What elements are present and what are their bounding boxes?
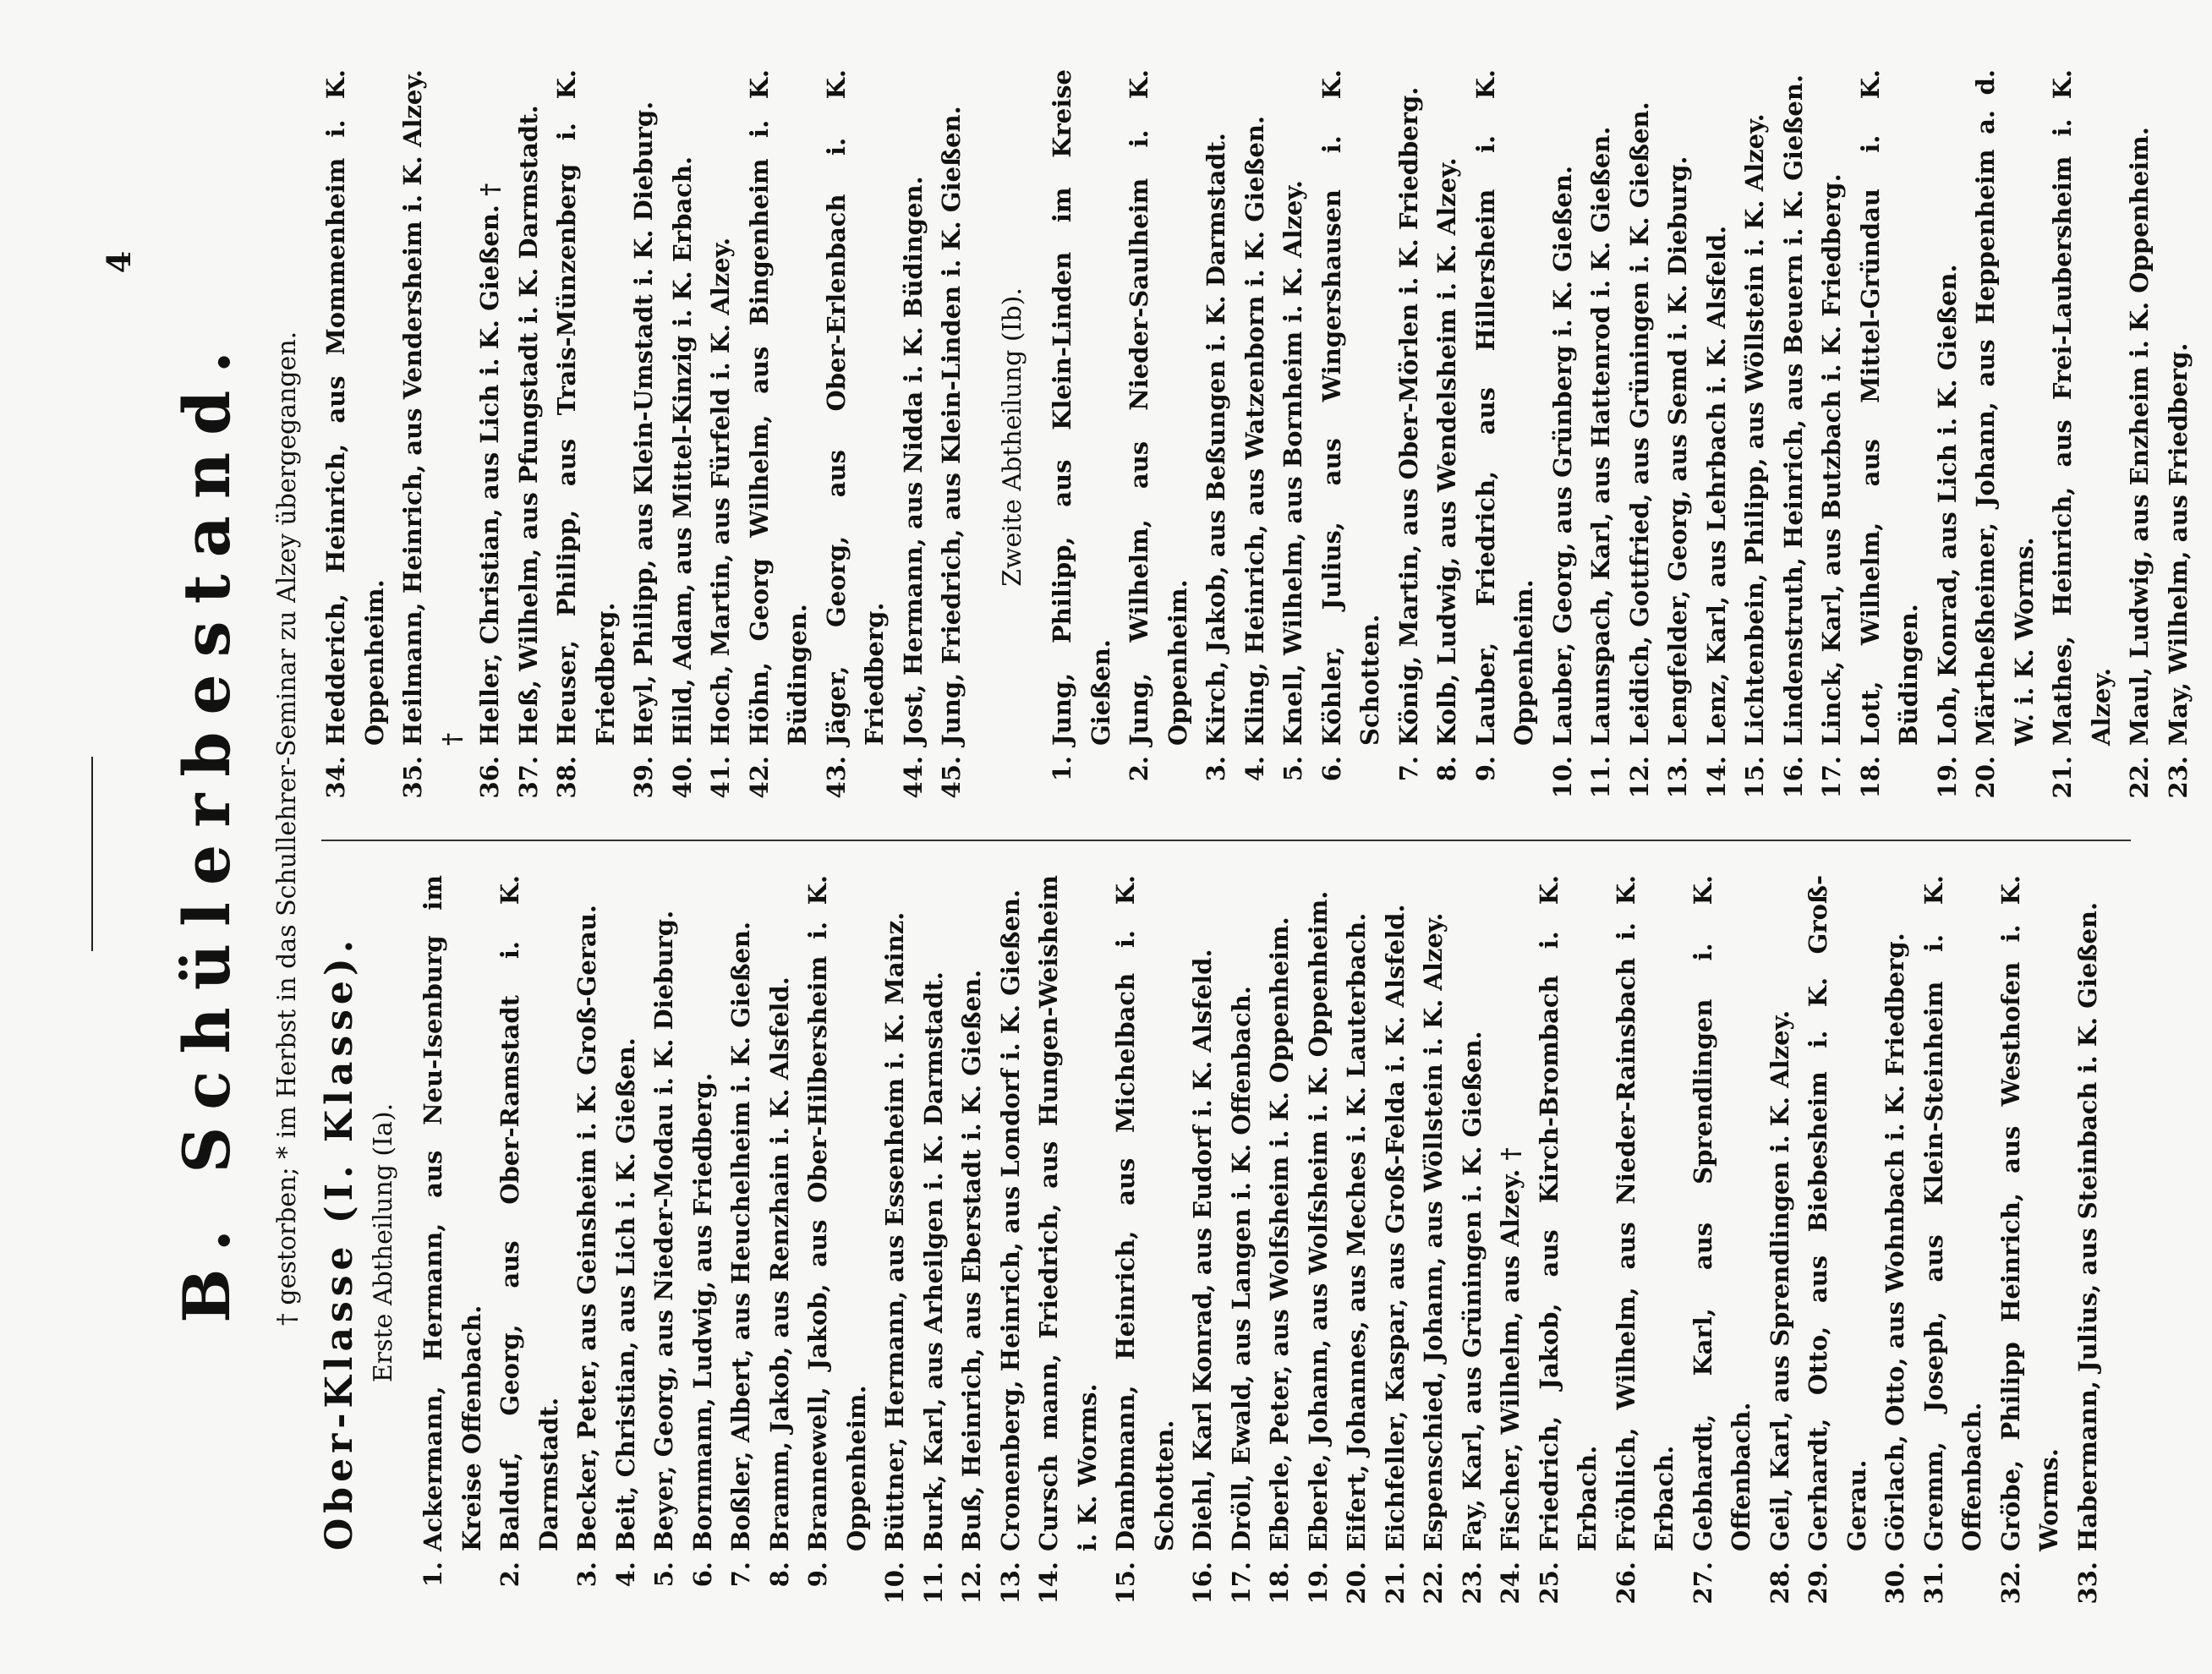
page-heading: B. Schülerbestand. xyxy=(169,334,244,1323)
student-list-ia xyxy=(414,875,2107,1611)
student-entry xyxy=(471,69,510,805)
entry-text: Höhn, Georg Wilhelm, aus Bingenheim i. K. Büdingen. xyxy=(744,69,812,746)
entry-text: Balduf, Georg, aus Ober-Ramstadt i. K. Darmstadt. xyxy=(496,875,563,1551)
entry-number: 30. xyxy=(1881,1562,1909,1605)
entry-text: Gebhardt, Karl, aus Sprendlingen i. K. Offenbach. xyxy=(1688,875,1755,1551)
entry-text: Heilmann, Heinrich, aus Vendersheim i. K. Alzey. † xyxy=(398,69,466,746)
student-entry xyxy=(1428,69,1467,805)
student-entry xyxy=(702,69,741,805)
student-entry xyxy=(1736,69,1775,805)
entry-text: Buß, Heinrich, aus Eberstadt i. K. Gießen. xyxy=(957,969,986,1551)
entry-number: 5. xyxy=(1278,756,1307,782)
subdivision-title: Erste Abtheilung (Ia). xyxy=(368,1102,398,1383)
student-entry xyxy=(2160,69,2198,805)
student-entry xyxy=(1929,69,1968,805)
student-entry xyxy=(761,875,800,1611)
student-entry xyxy=(1313,69,1390,805)
student-entry xyxy=(1223,875,1262,1611)
entry-number: 8. xyxy=(764,1562,794,1588)
entry-text: Burk, Karl, aus Arheilgen i. K. Darmstadt. xyxy=(918,971,948,1551)
student-entry xyxy=(1184,875,1223,1611)
student-entry xyxy=(1043,69,1120,805)
student-entry xyxy=(664,69,703,805)
student-entry xyxy=(895,69,934,805)
student-entry xyxy=(607,875,646,1611)
entry-text: Jung, Wilhelm, aus Nieder-Saulheim i. K. Oppenheim. xyxy=(1125,69,1192,746)
entry-text: Maul, Ludwig, aus Enzheim i. K. Oppenheim. xyxy=(2125,127,2154,746)
student-entry xyxy=(915,875,954,1611)
entry-text: Geil, Karl, aus Sprendlingen i. K. Alzey. xyxy=(1765,1009,1794,1551)
student-entry xyxy=(933,69,972,805)
student-entry xyxy=(414,875,491,1611)
student-entry xyxy=(1775,69,1814,805)
page-number-rule xyxy=(91,757,93,951)
entry-number: 12. xyxy=(1624,756,1654,799)
student-entry xyxy=(1338,875,1377,1611)
entry-text: Cursch mann, Friedrich, aus Hungen-Weisheim i. K. Worms. xyxy=(1034,875,1102,1551)
entry-text: Lauber, Georg, aus Grünberg i. K. Gießen. xyxy=(1547,165,1577,746)
column-divider xyxy=(321,840,2131,841)
entry-text: Knell, Wilhelm, aus Bornheim i. K. Alzey. xyxy=(1278,180,1307,746)
entry-text: Büttner, Hermann, aus Essenheim i. K. Mainz. xyxy=(880,911,909,1551)
student-entry xyxy=(684,875,723,1611)
student-entry xyxy=(1852,69,1929,805)
entry-text: Ackermann, Hermann, aus Neu-Isenburg im Kreise Offenbach. xyxy=(419,875,486,1551)
entry-text: Lindenstruth, Heinrich, aus Beuern i. K. Gießen. xyxy=(1778,74,1808,746)
student-entry xyxy=(1967,69,2044,805)
entry-number: 33. xyxy=(2072,1562,2102,1605)
student-entry xyxy=(548,69,625,805)
entry-number: 14. xyxy=(1034,1562,1063,1605)
entry-number: 40. xyxy=(667,756,697,799)
student-entry xyxy=(1467,69,1544,805)
student-entry xyxy=(1876,875,1915,1611)
entry-text: Jung, Philipp, aus Klein-Linden im Kreise Gießen. xyxy=(1048,69,1115,746)
student-entry xyxy=(1107,875,1184,1611)
student-entry xyxy=(317,69,394,805)
entry-text: Eichfeller, Kaspar, aus Groß-Felda i. K. Alsfeld. xyxy=(1380,904,1410,1551)
entry-number: 37. xyxy=(513,756,543,799)
student-entry xyxy=(645,875,684,1611)
student-entry xyxy=(394,69,471,805)
entry-text: Köhler, Julius, aus Wingershausen i. K. Schotten. xyxy=(1317,69,1384,746)
entry-text: Habermann, Julius, aus Steinbach i. K. Gießen. xyxy=(2072,901,2102,1551)
student-entry xyxy=(1607,875,1684,1611)
student-entry xyxy=(568,875,607,1611)
entry-text: Fay, Karl, aus Grüningen i. K. Gießen. xyxy=(1457,1031,1487,1551)
entry-number: 20. xyxy=(1971,756,2000,799)
entry-number: 41. xyxy=(706,756,735,799)
entry-number: 34. xyxy=(321,756,350,799)
entry-number: 32. xyxy=(1996,1562,2025,1605)
student-entry xyxy=(1799,875,1876,1611)
page-number: 4 xyxy=(100,250,138,274)
entry-number: 19. xyxy=(1303,1562,1333,1605)
entry-text: Cronenberg, Heinrich, aus Londorf i. K. Gießen. xyxy=(995,889,1025,1551)
entry-number: 14. xyxy=(1701,756,1731,799)
entry-text: Gremm, Joseph, aus Klein-Steinheim i. K. Offenbach. xyxy=(1919,875,1986,1551)
entry-text: Lengfelder, Georg, aus Semd i. K. Dieburg. xyxy=(1663,156,1692,746)
student-entry xyxy=(1030,875,1107,1611)
entry-text: Lichtenbein, Philipp, aus Wöllstein i. K. Alzey. xyxy=(1740,113,1769,746)
entry-text: Diehl, Karl Konrad, aus Eudorf i. K. Alsfeld. xyxy=(1188,949,1217,1551)
entry-number: 2. xyxy=(496,1562,524,1588)
entry-text: Lauber, Friedrich, aus Hillersheim i. K. Oppenheim. xyxy=(1470,69,1538,746)
entry-text: Brannewell, Jakob, aus Ober-Hilbersheim i. K. Oppenheim. xyxy=(803,875,871,1551)
entry-number: 4. xyxy=(610,1562,640,1588)
student-entry xyxy=(1197,69,1236,805)
entry-text: Friedrich, Jakob, aus Kirch-Brombach i. K. Erbach. xyxy=(1534,875,1602,1551)
entry-number: 43. xyxy=(821,756,851,799)
student-entry xyxy=(1684,875,1761,1611)
entry-text: Kolb, Ludwig, aus Wendelsheim i. K. Alzey. xyxy=(1432,157,1461,746)
student-entry xyxy=(1274,69,1313,805)
student-entry xyxy=(1813,69,1852,805)
entry-text: Jäger, Georg, aus Ober-Erlenbach i. K. Friedberg. xyxy=(821,69,889,746)
entry-number: 9. xyxy=(803,1562,832,1588)
student-entry xyxy=(876,875,915,1611)
entry-number: 28. xyxy=(1765,1562,1794,1605)
entry-number: 25. xyxy=(1534,1562,1563,1605)
entry-number: 2. xyxy=(1125,756,1153,782)
subdivision-title: Zweite Abtheilung (Ib). xyxy=(997,287,1027,587)
student-entry xyxy=(1300,875,1339,1611)
entry-text: Fischer, Wilhelm, aus Alzey. † xyxy=(1496,1147,1525,1551)
entry-text: Beyer, Georg, aus Nieder-Modau i. K. Dieburg. xyxy=(649,910,678,1551)
entry-number: 17. xyxy=(1226,1562,1256,1605)
entry-text: Launspach, Karl, aus Hattenrod i. K. Gießen. xyxy=(1586,126,1615,746)
entry-number: 27. xyxy=(1688,1562,1717,1605)
student-entry xyxy=(1120,69,1197,805)
student-entry xyxy=(1761,875,1800,1611)
student-entry xyxy=(1915,875,1992,1611)
entry-text: Heyl, Philipp, aus Klein-Umstadt i. K. Dieburg. xyxy=(629,101,658,746)
section-title: Ober-Klasse (I. Klasse). xyxy=(318,934,361,1551)
entry-text: Mathes, Heinrich, aus Frei-Laubersheim i. K. Alzey. xyxy=(2048,69,2116,746)
entry-text: Dambmann, Heinrich, aus Michelbach i. K. Schotten. xyxy=(1111,875,1179,1551)
entry-number: 10. xyxy=(1547,756,1577,799)
entry-number: 22. xyxy=(1419,1562,1448,1605)
entry-number: 3. xyxy=(572,1562,601,1588)
entry-number: 11. xyxy=(1586,756,1615,799)
entry-text: Kling, Heinrich, aus Watzenborn i. K. Gießen. xyxy=(1240,115,1269,746)
student-entry xyxy=(953,875,992,1611)
student-entry xyxy=(1454,875,1492,1611)
entry-number: 13. xyxy=(1663,756,1692,799)
entry-number: 17. xyxy=(1817,756,1846,799)
student-entry xyxy=(1377,875,1415,1611)
entry-text: Gröbe, Philipp Heinrich, aus Westhofen i. K. Worms. xyxy=(1996,875,2063,1551)
entry-text: Bornmann, Ludwig, aus Friedberg. xyxy=(687,1072,717,1551)
entry-number: 19. xyxy=(1932,756,1962,799)
entry-text: Eberle, Peter, aus Wolfsheim i. K. Oppenheim. xyxy=(1265,916,1294,1551)
entry-text: Beit, Christian, aus Lich i. K. Gießen. xyxy=(610,1037,640,1551)
entry-text: Becker, Peter, aus Geinsheim i. K. Groß-Gerau. xyxy=(572,904,601,1551)
entry-text: Loh, Konrad, aus Lich i. K. Gießen. xyxy=(1932,264,1962,746)
entry-text: Linck, Karl, aus Butzbach i. K. Friedberg. xyxy=(1817,173,1846,746)
entry-number: 10. xyxy=(880,1562,909,1605)
entry-text: Boßler, Albert, aus Heuchelheim i. K. Gießen. xyxy=(726,921,755,1551)
entry-text: Heller, Christian, aus Lich i. K. Gießen. † xyxy=(475,183,504,746)
legend-note: † gestorben; * im Herbst in das Schullehrer-Seminar zu Alzey übergegangen. xyxy=(272,331,302,1327)
entry-text: Hedderich, Heinrich, aus Mommenheim i. K. Oppenheim. xyxy=(321,69,389,746)
entry-text: Heß, Wilhelm, aus Pfungstadt i. K. Darmstadt. xyxy=(513,105,543,746)
student-entry xyxy=(818,69,895,805)
entry-number: 5. xyxy=(649,1562,678,1588)
entry-text: Eberle, Johann, aus Wolfsheim i. K. Oppenheim. xyxy=(1303,890,1333,1551)
entry-number: 38. xyxy=(552,756,581,799)
entry-text: König, Martin, aus Ober-Mörlen i. K. Friedberg. xyxy=(1393,86,1423,746)
entry-text: Kirch, Jakob, aus Beßungen i. K. Darmstadt. xyxy=(1202,132,1230,746)
entry-number: 21. xyxy=(2048,756,2077,799)
entry-text: Dröll, Ewald, aus Langen i. K. Offenbach. xyxy=(1226,986,1256,1551)
student-entry xyxy=(1261,875,1300,1611)
entry-text: Eifert, Johannes, aus Meches i. K. Lauterbach. xyxy=(1342,912,1371,1551)
entry-text: Jost, Hermann, aus Nidda i. K. Büdingen. xyxy=(898,176,928,746)
right-column xyxy=(317,69,2198,805)
entry-number: 22. xyxy=(2125,756,2154,799)
entry-number: 15. xyxy=(1111,1562,1140,1605)
entry-text: Lenz, Karl, aus Lehrbach i. K. Alsfeld. xyxy=(1701,225,1731,746)
student-entry xyxy=(1492,875,1530,1611)
student-list-ib xyxy=(1043,69,2198,805)
entry-number: 16. xyxy=(1778,756,1808,799)
entry-number: 35. xyxy=(398,756,427,799)
student-entry xyxy=(741,69,818,805)
entry-number: 45. xyxy=(937,756,966,799)
entry-number: 20. xyxy=(1342,1562,1371,1605)
entry-text: Hoch, Martin, aus Fürfeld i. K. Alzey. xyxy=(706,237,735,746)
student-entry xyxy=(2044,69,2121,805)
entry-number: 39. xyxy=(629,756,658,799)
entry-text: Lott, Wilhelm, aus Mittel-Gründau i. K. Büdingen. xyxy=(1855,69,1923,746)
entry-number: 24. xyxy=(1496,1562,1525,1605)
student-entry xyxy=(510,69,549,805)
entry-text: Heuser, Philipp, aus Trais-Münzenberg i. K. Friedberg. xyxy=(552,69,620,746)
entry-number: 1. xyxy=(419,1562,447,1588)
student-entry xyxy=(799,875,876,1611)
entry-text: Märtheßheimer, Johann, aus Heppenheim a. d. W. i. K. Worms. xyxy=(1971,69,2039,746)
entry-number: 8. xyxy=(1432,756,1461,782)
entry-number: 18. xyxy=(1855,756,1885,799)
student-entry xyxy=(722,875,761,1611)
student-entry xyxy=(2069,875,2108,1611)
entry-number: 29. xyxy=(1804,1562,1832,1605)
entry-number: 42. xyxy=(744,756,774,799)
student-entry xyxy=(1415,875,1454,1611)
entry-text: Leidich, Gottfried, aus Grüningen i. K. Gießen. xyxy=(1624,101,1654,746)
entry-number: 6. xyxy=(687,1562,717,1588)
entry-text: Fröhlich, Wilhelm, aus Nieder-Rainsbach i. K. Erbach. xyxy=(1611,875,1678,1551)
entry-number: 26. xyxy=(1611,1562,1640,1605)
entry-text: Espenschied, Johann, aus Wöllstein i. K. Alzey. xyxy=(1419,912,1448,1551)
entry-text: Bramm, Jakob, aus Renzhain i. K. Alsfeld. xyxy=(764,976,794,1551)
entry-number: 7. xyxy=(726,1562,755,1588)
entry-text: Gerhardt, Otto, aus Biebesheim i. K. Groß-Gerau. xyxy=(1804,875,1871,1551)
student-entry xyxy=(1582,69,1621,805)
student-entry xyxy=(625,69,664,805)
entry-text: Jung, Friedrich, aus Klein-Linden i. K. Gießen. xyxy=(937,106,966,746)
student-entry xyxy=(1698,69,1737,805)
student-entry xyxy=(1390,69,1429,805)
entry-number: 4. xyxy=(1240,756,1269,782)
student-entry xyxy=(1659,69,1698,805)
entry-number: 18. xyxy=(1265,1562,1294,1605)
entry-number: 12. xyxy=(957,1562,986,1605)
entry-number: 36. xyxy=(475,756,504,799)
entry-number: 21. xyxy=(1380,1562,1410,1605)
entry-number: 1. xyxy=(1048,756,1076,782)
student-list-ia-continued xyxy=(317,69,972,805)
entry-number: 11. xyxy=(918,1562,948,1605)
entry-text: May, Wilhelm, aus Friedberg. xyxy=(2163,342,2193,746)
entry-number: 3. xyxy=(1202,756,1230,782)
entry-number: 44. xyxy=(898,756,928,799)
student-entry xyxy=(491,875,568,1611)
entry-number: 6. xyxy=(1317,756,1346,782)
student-entry xyxy=(2121,69,2160,805)
entry-number: 9. xyxy=(1470,756,1500,782)
student-entry xyxy=(1544,69,1583,805)
entry-number: 7. xyxy=(1393,756,1423,782)
entry-number: 23. xyxy=(2163,756,2193,799)
entry-text: Hild, Adam, aus Mittel-Kinzig i. K. Erbach. xyxy=(667,156,697,746)
entry-number: 31. xyxy=(1919,1562,1948,1605)
student-entry xyxy=(1621,69,1660,805)
entry-number: 13. xyxy=(995,1562,1025,1605)
student-entry xyxy=(1236,69,1275,805)
student-entry xyxy=(1992,875,2069,1611)
entry-number: 23. xyxy=(1457,1562,1487,1605)
entry-number: 16. xyxy=(1188,1562,1217,1605)
student-entry xyxy=(992,875,1031,1611)
entry-text: Görlach, Otto, aus Wohnbach i. K. Friedberg. xyxy=(1881,933,1909,1551)
student-entry xyxy=(1530,875,1607,1611)
left-column xyxy=(317,875,2107,1611)
entry-number: 15. xyxy=(1740,756,1769,799)
